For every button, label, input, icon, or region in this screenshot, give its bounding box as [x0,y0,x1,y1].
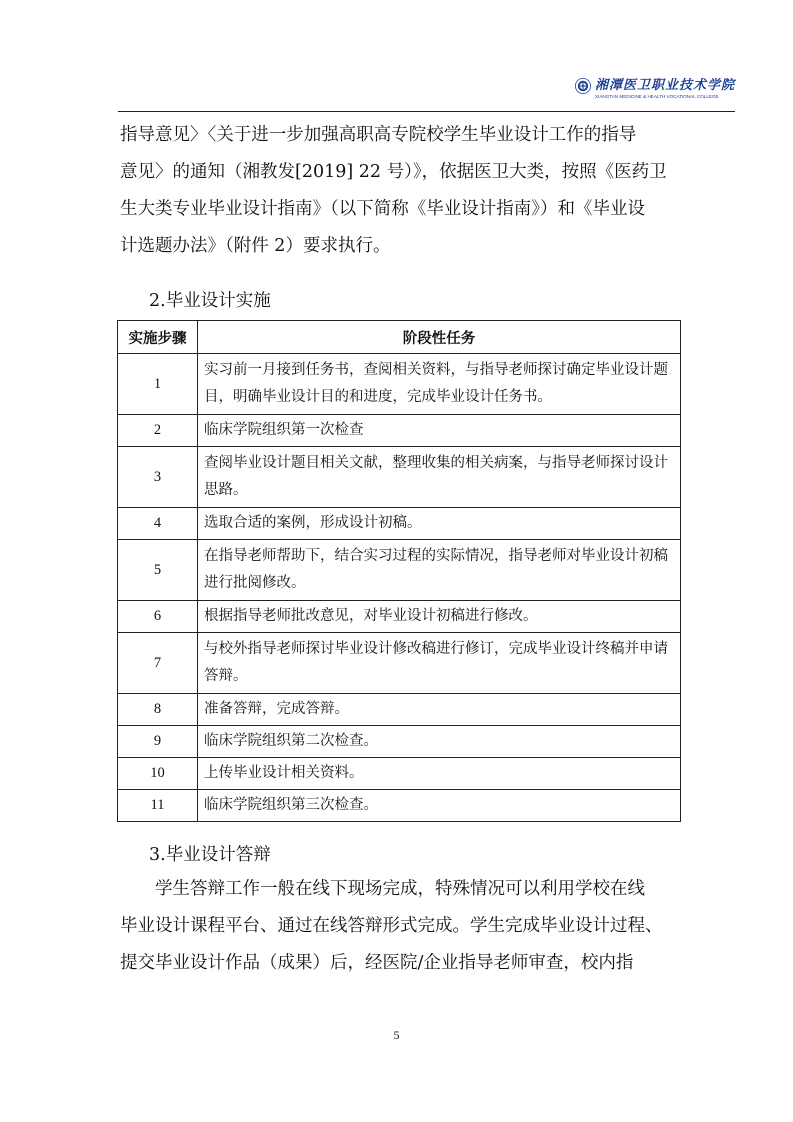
step-task: 临床学院组织第二次检查。 [198,726,681,758]
step-task: 在指导老师帮助下，结合实习过程的实际情况，指导老师对毕业设计初稿进行批阅修改。 [198,540,681,601]
page-number: 5 [393,1028,400,1042]
step-task: 实习前一月接到任务书，查阅相关资料，与指导老师探讨确定毕业设计题目，明确毕业设计目的和进度，完成毕业设计任务书。 [198,354,681,415]
table-row [118,508,681,540]
section-heading-2: 2.毕业设计实施 [149,291,271,311]
school-logo [575,62,735,110]
table-row [118,354,681,415]
step-number: 6 [118,601,198,633]
text-line: 提交毕业设计作品（成果）后，经医院/企业指导老师审查，校内指 [120,953,634,973]
step-task: 与校外指导老师探讨毕业设计修改稿进行修订，完成毕业设计终稿并申请答辩。 [198,633,681,694]
step-number: 8 [118,694,198,726]
table-header-row [118,321,681,354]
step-task: 临床学院组织第一次检查 [198,415,681,447]
step-number: 9 [118,726,198,758]
step-number: 2 [118,415,198,447]
column-header-task: 阶段性任务 [198,321,681,354]
text-line: 毕业设计课程平台、通过在线答辩形式完成。学生完成毕业设计过程、 [120,916,663,936]
header-divider [118,111,735,112]
column-header-step: 实施步骤 [118,321,198,354]
step-number: 10 [118,758,198,790]
intro-paragraph [120,117,682,265]
step-task: 选取合适的案例，形成设计初稿。 [198,508,681,540]
step-task: 准备答辩，完成答辩。 [198,694,681,726]
table-row [118,694,681,726]
step-number: 11 [118,790,198,822]
text-line: 指导意见〉〈关于进一步加强高职高专院校学生毕业设计工作的指导 [120,125,637,145]
step-number: 7 [118,633,198,694]
step-number: 3 [118,447,198,508]
step-task: 临床学院组织第三次检查。 [198,790,681,822]
school-name-en: XIANGTAN MEDICINE & HEALTH VOCATIONAL COLLEGE [594,93,719,99]
table-row [118,726,681,758]
implementation-steps-table [117,320,681,822]
defense-paragraph [120,871,682,982]
table-row [118,633,681,694]
step-task: 上传毕业设计相关资料。 [198,758,681,790]
section-heading-3: 3.毕业设计答辩 [149,845,271,865]
step-number: 1 [118,354,198,415]
table-row [118,447,681,508]
step-number: 4 [118,508,198,540]
table-row [118,601,681,633]
table-row [118,790,681,822]
step-task: 查阅毕业设计题目相关文献，整理收集的相关病案，与指导老师探讨设计思路。 [198,447,681,508]
step-number: 5 [118,540,198,601]
table-row [118,540,681,601]
table-row [118,758,681,790]
school-seal-icon [575,67,591,105]
table-row [118,415,681,447]
text-line: 意见〉的通知（湘教发[2019] 22 号）》，依据医卫大类，按照《医药卫 [120,162,667,182]
text-line: 计选题办法》（附件 2）要求执行。 [120,236,391,256]
step-task: 根据指导老师批改意见，对毕业设计初稿进行修改。 [198,601,681,633]
text-line: 学生答辩工作一般在线下现场完成，特殊情况可以利用学校在线 [155,879,645,899]
school-name: 湘潭医卫职业技术学院 [594,77,735,93]
text-line: 生大类专业毕业设计指南》（以下简称《毕业设计指南》）和《毕业设 [120,199,645,219]
